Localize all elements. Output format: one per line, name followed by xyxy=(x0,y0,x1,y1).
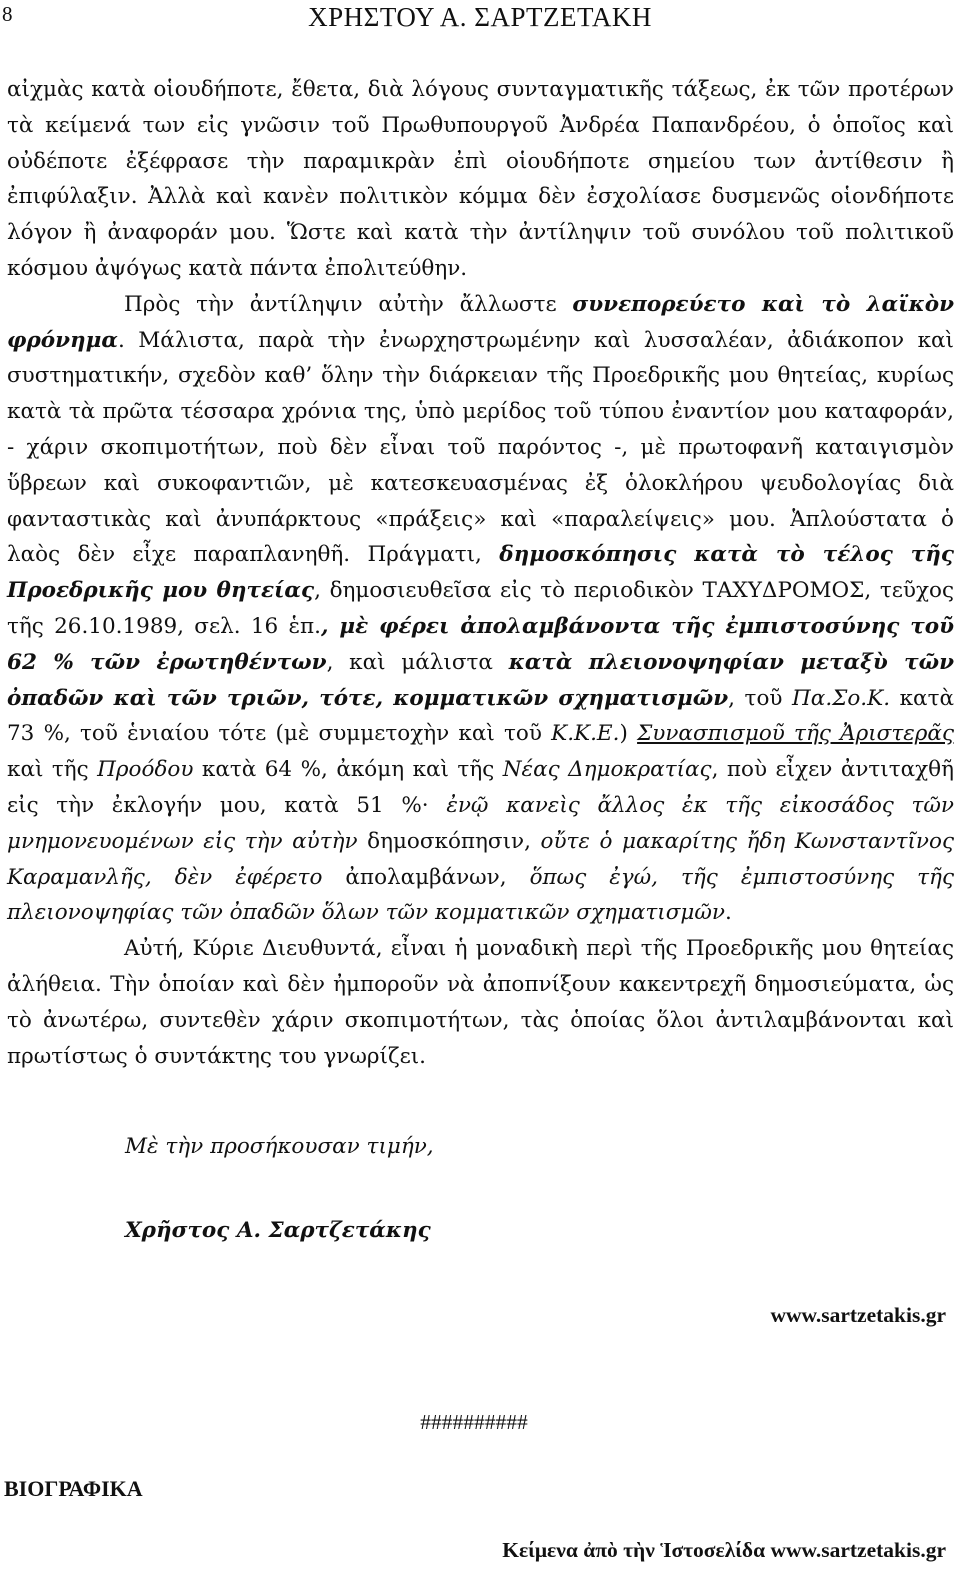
p2-text: Πρὸς τὴν ἀντίληψιν αὐτὴν ἄλλωστε xyxy=(124,291,573,317)
p2-text: , τοῦ xyxy=(728,685,793,711)
p2-text: . xyxy=(117,327,139,353)
p2-text: , δημοσιευθεῖσα εἰς τὸ περιοδικὸν ΤΑΧΥΔΡΟΜΟΣ, τεῦχος τῆς 26.10.1989, σελ. 16 ἑπ. xyxy=(7,578,954,639)
p2-text: , ποὺ εἶχεν ἀντιταχθῆ εἰς τὴν ἐκλογήν μου, κατὰ 51 %· xyxy=(7,757,954,818)
document-body xyxy=(7,72,954,1074)
paragraph-1: αἰχμὰς κατὰ οἱουδήποτε, ἔθετα, διὰ λόγους συνταγματικῆς τάξεως, ἐκ τῶν προτέρων τὰ κείμενά των εἰς γνῶσιν τοῦ Πρωθυπουργοῦ Ἀνδρέα Παπανδρέου, ὁ ὁποῖος καὶ οὐδέποτε ἐξέφρασε τὴν παραμικρὰν ἐπὶ οἱουδήποτε σημείου των ἀντίθεσιν ἢ ἐπιφύλαξιν. Ἀλλὰ καὶ κανὲν πολιτικὸν κόμμα δὲν ἐσχολίασε δυσμενῶς οἱονδήποτε λόγον ἢ ἀναφοράν μου. Ὥστε καὶ κατὰ τὴν ἀντίληψιν τοῦ συνόλου τοῦ πολιτικοῦ κόσμου ἀψόγως κατὰ πάντα ἐπολιτεύθην. xyxy=(7,77,954,281)
p2-italic: ὅπως ἐγώ, τῆς ἐμπιστοσύνης τῆς πλειονοψηφίας τῶν ὀπαδῶν ὅλων τῶν κομματικῶν σχηματισμῶν xyxy=(7,864,954,926)
p2-text: , καὶ μάλιστα xyxy=(326,649,509,675)
p2-italic-underlined: Συνασπισμοῦ τῆς Ἀριστερᾶς xyxy=(637,721,954,747)
p2-italic: ἐνῷ κανεὶς ἄλλος ἐκ τῆς εἰκοσάδος τῶν μνημονευομένων εἰς τὴν αὐτὴν xyxy=(7,792,955,854)
section-label: ΒΙΟΓΡΑΦΙΚΑ xyxy=(4,1476,143,1501)
p2-text: . xyxy=(724,900,732,926)
p2-text: Μάλιστα, παρὰ τὴν ἐνωρχηστρωμένην καὶ λυσσαλέαν, ἀδιάκοπον καὶ συστηματικήν, σχεδὸν καθ’ ὅλην τὴν διάρκειαν τῆς Προεδρικῆς μου θητείας, κυρίως κατὰ τὰ πρῶτα τέσσαρα χρόνια της, ὑπὸ μερίδος τοῦ τύπου ἐναντίον μου καταφοράν, - χάριν σκοπιμοτήτων, ποὺ δὲν εἶναι τοῦ παρόντος -, μὲ πρωτοφανῆ καταιγισμὸν ὕβρεων καὶ συκοφαντιῶν, μὲ κατεσκευασμένας ἐξ ὁλοκλήρου ψευδολογίας διὰ φανταστικὰς καὶ ἀνυπάρκτους «πράξεις» καὶ «παραλείψεις» μου. Ἁπλούστατα ὁ λαὸς δὲν εἶχε παραπλανηθῆ. Πράγματι, xyxy=(7,327,954,568)
p2-italic: Πα.Σο.Κ. xyxy=(792,685,891,711)
p2-text: κατὰ 64 %, ἀκόμη καὶ τῆς xyxy=(193,757,503,783)
page-footer: Κείμενα ἀπὸ τὴν Ἱστοσελίδα www.sartzetakis.gr xyxy=(502,1538,946,1562)
p2-italic: Νέας Δημοκρατίας xyxy=(502,757,712,783)
p2-text: δημοσκόπησιν, xyxy=(357,828,541,854)
p2-emphasis: συνεπορεύετο καὶ τὸ λαϊκὸν φρόνημα xyxy=(7,291,954,353)
page-number: 8 xyxy=(2,2,13,26)
p2-text: ) xyxy=(619,721,638,747)
signature: Χρῆστος Α. Σαρτζετάκης xyxy=(125,1218,431,1243)
paragraph-2 xyxy=(7,287,954,931)
p2-italic: οὔτε ὁ μακαρίτης ἤδη Κωνσταντῖνος Καραμανλῆς, δὲν ἐφέρετο xyxy=(7,828,954,890)
p2-text: κατὰ 73 %, τοῦ ἑνιαίου τότε (μὲ συμμετοχὴν καὶ τοῦ xyxy=(7,685,954,747)
p2-italic: Κ.Κ.Ε. xyxy=(551,721,620,747)
section-separator: ########## xyxy=(420,1410,528,1434)
p2-text: ἀπολαμβάνων, xyxy=(322,864,530,890)
closing-salutation: Μὲ τὴν προσήκουσαν τιμήν, xyxy=(125,1134,434,1159)
p2-emphasis: κατὰ πλειονοψηφίαν μεταξὺ τῶν ὀπαδῶν καὶ τῶν τριῶν, τότε, κομματικῶν σχηματισμῶν xyxy=(7,649,954,711)
running-head: ΧΡΗΣΤΟΥ Α. ΣΑΡΤΖΕΤΑΚΗ xyxy=(308,2,652,32)
website-link[interactable]: www.sartzetakis.gr xyxy=(770,1303,946,1327)
p2-text: καὶ τῆς xyxy=(7,757,98,783)
paragraph-3: Αὐτή, Κύριε Διευθυντά, εἶναι ἡ μοναδικὴ περὶ τῆς Προεδρικῆς μου θητείας ἀλήθεια. Τὴν ὁποίαν καὶ δὲν ἠμποροῦν νὰ ἀποπνίξουν κακεντρεχῆ δημοσιεύματα, ὡς τὸ ἀνωτέρω, συντεθὲν χάριν σκοπιμοτήτων, τὰς ὁποίας ὅλοι ἀντιλαμβάνονται καὶ πρωτίστως ὁ συντάκτης του γνωρίζει. xyxy=(7,936,954,1069)
p2-italic: Προόδου xyxy=(97,757,194,783)
p2-emphasis: δημοσκόπησις κατὰ τὸ τέλος τῆς Προεδρικῆς μου θητείας xyxy=(7,542,954,604)
p2-emphasis: , μὲ φέρει ἀπολαμβάνοντα τῆς ἐμπιστοσύνης τοῦ 62 % τῶν ἐρωτηθέντων xyxy=(7,613,954,675)
